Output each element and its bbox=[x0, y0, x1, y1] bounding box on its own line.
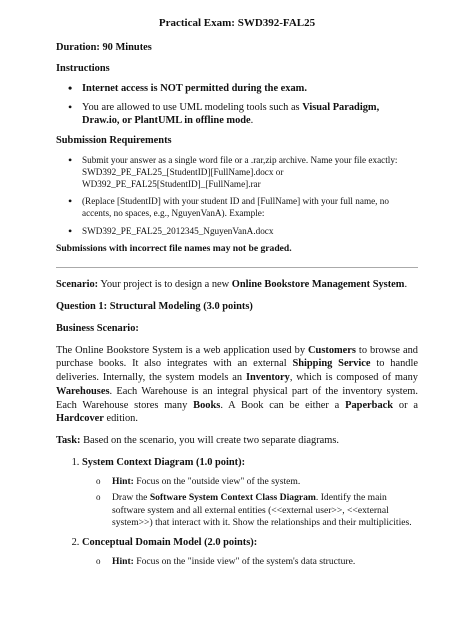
business-scenario-heading: Business Scenario: bbox=[56, 322, 139, 334]
submission-item: • (Replace [StudentID] with your student ID and [FullName] with your full name, no accents, no spaces, e.g., NguyenVanA). Example: bbox=[82, 195, 418, 219]
duration: Duration: 90 Minutes bbox=[56, 41, 152, 53]
scenario: Scenario: Your project is to design a new Online Bookstore Management System. bbox=[56, 279, 408, 291]
task-item-2: 2. Conceptual Domain Model (2.0 points): o Hint: Focus on the "inside view" of the system's data structure. bbox=[82, 536, 418, 568]
instructions-list bbox=[56, 82, 418, 128]
task-text: Task: Based on the scenario, you will create two separate diagrams. bbox=[56, 435, 339, 447]
task-1-instruction: o Draw the Software System Context Class Diagram. Identify the main software system and all external entities (<<external user>>, <<external system>>) that interact with it. Show the relationships and their multiplicities. bbox=[112, 492, 418, 530]
question-1-heading: Question 1: Structural Modeling (3.0 points) bbox=[56, 301, 253, 313]
submission-item: • SWD392_PE_FAL25_2012345_NguyenVanA.docx bbox=[82, 225, 418, 237]
section-divider bbox=[56, 267, 418, 268]
filename-warning: Submissions with incorrect file names may not be graded. bbox=[56, 242, 292, 254]
business-scenario-text: The Online Bookstore System is a web application used by Customers to browse and purchase books. It also integrates with an external Shipping Service to handle deliveries. Internally, the system models an Inventory, which is composed of many Warehouses. Each Warehouse is an integral physical part of the inventory system. Each Warehouse stores many Books. A Book can be either a Paperback or a Hardcover edition. bbox=[56, 344, 418, 425]
task-list bbox=[56, 456, 418, 569]
submission-item: • Submit your answer as a single word file or a .rar,zip archive. Name your file exactly: SWD392_PE_FAL25_[StudentID][FullName].docx or WD392_PE_FAL25[StudentID]_[FullName].rar bbox=[82, 154, 418, 190]
submission-heading: Submission Requirements bbox=[56, 135, 172, 147]
task-2-subitems bbox=[82, 556, 418, 569]
task-1-subitems bbox=[82, 476, 418, 531]
submission-list bbox=[56, 154, 418, 237]
task-item-1: 1. System Context Diagram (1.0 point): o Hint: Focus on the "outside view" of the system. o Draw the Software System Context Class Diagram. Identify the main software system and all external entities (<<external user>>, <<external system>>) that interact with it. Show the relationships and their multiplicities. bbox=[82, 456, 418, 530]
task-1-hint: o Hint: Focus on the "outside view" of the system. bbox=[112, 476, 418, 489]
instructions-heading: Instructions bbox=[56, 63, 110, 75]
task-2-hint: o Hint: Focus on the "inside view" of the system's data structure. bbox=[112, 556, 418, 569]
instruction-item: • Internet access is NOT permitted during the exam. bbox=[82, 82, 418, 96]
page-title: Practical Exam: SWD392-FAL25 bbox=[158, 17, 316, 29]
instruction-item: • You are allowed to use UML modeling tools such as Visual Paradigm, Draw.io, or PlantUML in offline mode. bbox=[82, 101, 418, 128]
